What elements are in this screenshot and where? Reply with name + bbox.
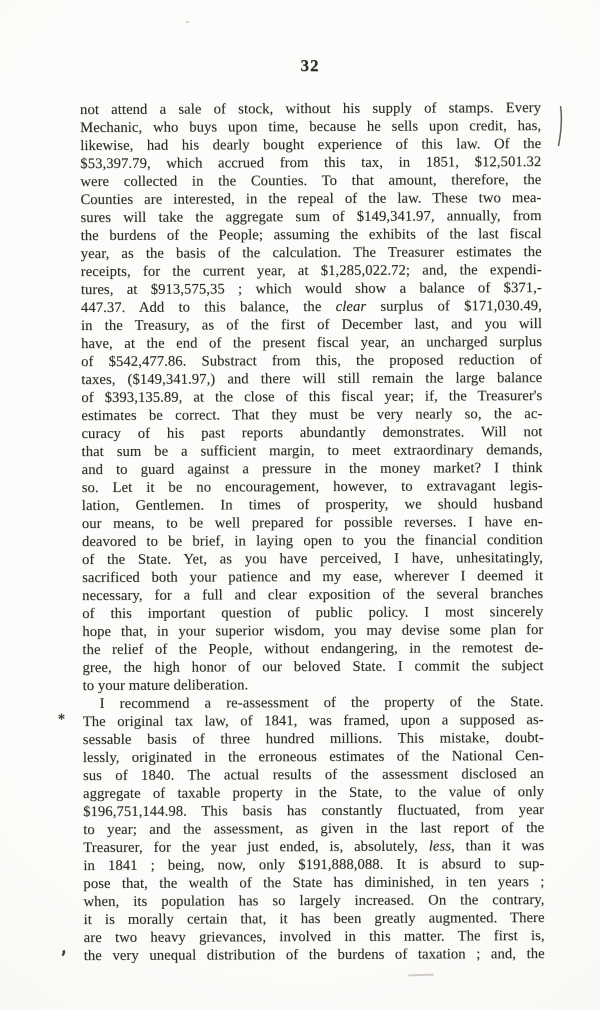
text-line: were collected in the Counties. To that amount, therefore, the — [80, 171, 542, 191]
text-line: to year; and the assessment, as given in the last report of the — [83, 819, 545, 838]
scan-smudge — [408, 974, 434, 976]
text-line: Treasurer, for the year just ended, is, absolutely, less, than it was — [83, 837, 545, 856]
text-line: sacrificed both your patience and my ease, wherever I deemed it — [82, 567, 544, 587]
text-line: sus of 1840. The actual results of the assessment disclosed an — [82, 765, 544, 784]
text-line: it is morally certain that, it has been greatly augmented. There — [83, 909, 545, 928]
text-line: that sum be a sufficient margin, to meet extraordinary demands, — [81, 441, 543, 461]
text-line: the burdens of the People; assuming the exhibits of the last fiscal — [80, 225, 542, 245]
margin-asterisk-mark: * — [58, 712, 65, 727]
text-line: deavored to be brief, in laying open to you the financial condition — [81, 531, 543, 551]
text-line: Counties are interested, in the repeal of the law. These two mea- — [80, 189, 542, 209]
text-line: I recommend a re-assessment of the property of the State. — [99, 693, 544, 712]
text-line: in the Treasury, as of the first of December last, and you will — [80, 315, 543, 335]
text-line: year, as the basis of the calculation. The Treasurer estimates the — [80, 243, 542, 263]
text-line: of the State. Yet, as you have perceived, I have, unhesitatingly, — [81, 549, 544, 569]
text-line: of $542,477.86. Substract from this, the proposed reduction of — [81, 351, 543, 371]
text-line: to your mature deliberation. — [82, 677, 249, 695]
text-line: not attend a sale of stock, without his supply of stamps. Every — [80, 99, 542, 119]
text-line: so. Let it be no encouragement, however, to extravagant legis- — [81, 477, 543, 497]
text-line: pose that, the wealth of the State has diminished, in ten years ; — [83, 873, 545, 892]
text-line: $196,751,144.98. This basis has constantly fluctuated, from year — [83, 801, 545, 820]
text-line: tures, at $913,575,35 ; which would show a balance of $371,- — [80, 279, 542, 299]
text-line: aggregate of taxable property in the State, to the value of only — [82, 783, 545, 802]
text-line: sures will take the aggregate sum of $149,341.97, annually, from — [80, 207, 542, 227]
text-line: have, at the end of the present fiscal year, an uncharged surplus — [81, 333, 543, 353]
text-line: curacy of his past reports abundantly demonstrates. Will not — [81, 423, 543, 443]
text-line: $53,397.79, which accrued from this tax, in 1851, $12,501.32 — [80, 153, 542, 173]
text-line: 447.37. Add to this balance, the clear surplus of $171,030.49, — [80, 297, 542, 317]
text-line: and to guard against a pressure in the money market? I think — [81, 459, 543, 479]
text-line: receipts, for the current year, at $1,285,022.72; and, the expendi- — [80, 261, 542, 281]
text-line: lation, Gentlemen. In times of prosperity, we should husband — [81, 495, 543, 515]
text-line: in 1841 ; being, now, only $191,888,088. It is absurd to sup- — [83, 855, 545, 874]
text-line: sessable basis of three hundred millions. This mistake, doubt- — [82, 729, 544, 748]
text-line: hope that, in your superior wisdom, you may devise some plan for — [82, 621, 544, 641]
page-number: 32 — [300, 56, 320, 75]
text-line: the very unequal distribution of the burdens of taxation ; and, the — [83, 945, 545, 964]
text-line: our means, to be well prepared for possible reverses. I have en- — [81, 513, 543, 533]
margin-tick-mark: , — [57, 937, 68, 959]
text-line: taxes, ($149,341.97,) and there will still remain the large balance — [81, 369, 543, 389]
text-line: likewise, had his dearly bought experience of this law. Of the — [80, 135, 542, 155]
text-line: of $393,135.89, at the close of this fiscal year; if, the Treasurer's — [81, 387, 543, 407]
text-line: the relief of the People, without endangering, in the remotest de- — [82, 639, 544, 659]
pen-stroke-mark — [553, 104, 565, 155]
text-line: of this important question of public policy. I most sincerely — [82, 603, 544, 623]
text-line: Mechanic, who buys upon time, because he sells upon credit, has, — [80, 117, 542, 137]
scan-speck — [186, 21, 189, 23]
text-line: estimates be correct. That they must be very nearly so, the ac- — [81, 405, 543, 425]
text-block — [80, 99, 545, 965]
text-line: when, its population has so largely increased. On the contrary, — [83, 891, 545, 910]
text-line: lessly, originated in the erroneous estimates of the National Cen- — [82, 747, 544, 766]
text-line: The original tax law, of 1841, was framed, upon a supposed as- — [82, 711, 544, 730]
text-line: gree, the high honor of our beloved State. I commit the subject — [82, 657, 544, 677]
text-line: necessary, for a full and clear exposition of the several branches — [82, 585, 544, 605]
text-line: are two heavy grievances, involved in this matter. The first is, — [83, 927, 545, 946]
